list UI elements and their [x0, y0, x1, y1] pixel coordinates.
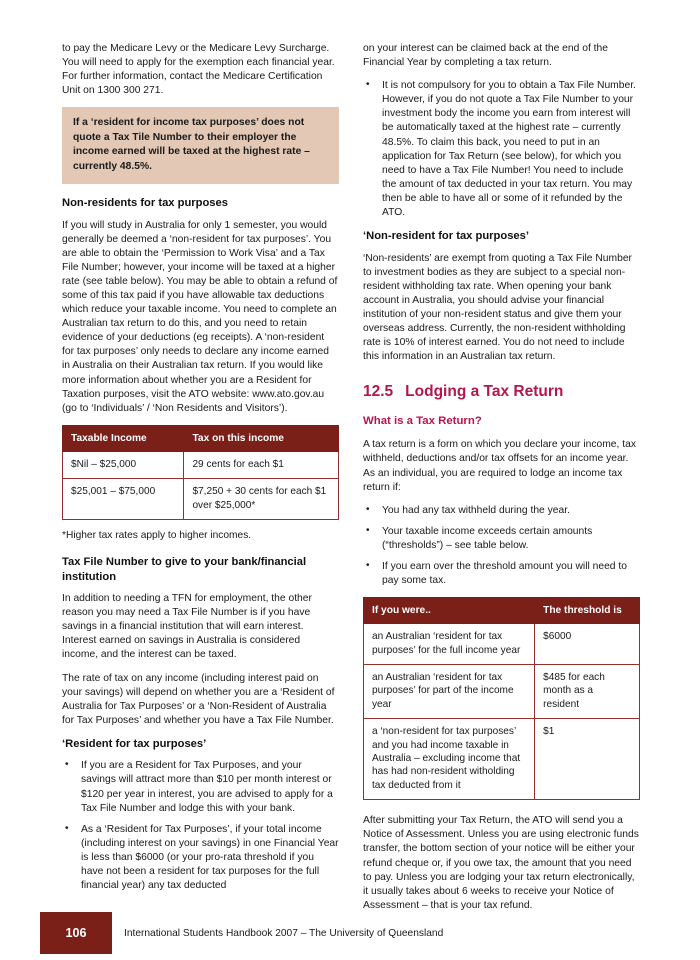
paragraph-rate-of-tax: The rate of tax on any income (including interest paid on your savings) will depend on whether you are a ‘Resident of Australia for Tax Purposes’ or a ‘Non-Resident of Australia for Tax Purposes’ and whether you have a Tax File Number. — [62, 672, 335, 726]
paragraph-non-resident-withholding: ‘Non-residents’ are exempt from quoting a Tax File Number to investment bodies as they are subject to a special non-resident withholding tax rate. When opening your bank account in Australia, you should advise your financial institution of your non-resident status and give them your overseas address. Currently, the non-resident withholding rate is 10% of interest earned. You do not need to include this information in an Australian tax return. — [363, 252, 632, 363]
table-row — [63, 479, 339, 520]
cell-tax-amount: $7,250 + 30 cents for each $1 over $25,000* — [184, 479, 339, 520]
list-lodge-requirements — [363, 504, 640, 588]
column-header-taxable-income: Taxable Income — [63, 425, 184, 451]
list-resident-tax-purposes — [62, 759, 339, 893]
heading-what-is-a-tax-return: What is a Tax Return? — [363, 415, 482, 428]
list-item: • As a ‘Resident for Tax Purposes’, if your total income (including interest on your savings) in one Financial Year is less than $6000 (or your pro-rata threshold if you have not been a resident for tax purposes for the full financial year) any tax deducted — [62, 823, 339, 893]
paragraph-medicare-levy: to pay the Medicare Levy or the Medicare Levy Surcharge. You will need to apply for the exemption each financial year. For further information, contact the Medicare Certification Unit on 1300 300 271. — [62, 43, 335, 97]
section-heading-lodging-tax-return — [363, 382, 640, 401]
cell-income-band: $25,001 – $75,000 — [63, 479, 184, 520]
table-row — [364, 624, 640, 665]
cell-income-band: $Nil – $25,000 — [63, 451, 184, 478]
list-item: • You had any tax withheld during the year. — [363, 504, 640, 518]
column-header-threshold: The threshold is — [535, 598, 640, 624]
table-row — [364, 719, 640, 800]
list-item: • If you earn over the threshold amount you will need to pay some tax. — [363, 560, 640, 588]
column-header-tax-on-income: Tax on this income — [184, 425, 339, 451]
list-tfn-not-compulsory — [363, 79, 640, 220]
table-row — [63, 451, 339, 478]
paragraph-tfn-savings: In addition to needing a TFN for employment, the other reason you may need a Tax File Number is if you have savings in a financial institution that will earn interest. Interest earned on savings in Australia is considered income, and the interest can be taxed. — [62, 593, 312, 661]
heading-non-residents-for-tax-purposes: Non-residents for tax purposes — [62, 197, 228, 209]
table-header-row — [364, 598, 640, 624]
list-item: • If you are a Resident for Tax Purposes, and your savings will attract more than $10 per month interest or $120 per year in interest, you are advised to apply for a Tax File Number and lodge this with your bank. — [62, 759, 339, 815]
table-tax-rates — [62, 425, 339, 520]
heading-non-resident-for-tax-purposes: ‘Non-resident for tax purposes’ — [363, 230, 529, 243]
section-title-text: Lodging a Tax Return — [405, 383, 564, 401]
cell-threshold-value: $485 for each month as a resident — [535, 665, 640, 719]
list-item: • It is not compulsory for you to obtain a Tax File Number. However, if you do not quote a Tax File Number to your investment body the income you earn from interest will be automatically taxed at the highest rate – currently 48.5%. To claim this back, you need to put in an application for Tax Return (see below), for which you need to have a Tax File Number! You need to include the amount of tax deducted in your tax return. You may then be able to have all or some of it refunded by the ATO. — [363, 79, 640, 220]
cell-residency-status: an Australian ‘resident for tax purposes’ for the full income year — [364, 624, 535, 665]
cell-tax-amount: 29 cents for each $1 — [184, 451, 339, 478]
cell-threshold-value: $6000 — [535, 624, 640, 665]
right-column — [363, 42, 640, 922]
callout-box-tfn-warning — [62, 107, 339, 184]
cell-residency-status: an Australian ‘resident for tax purposes’ for part of the income year — [364, 665, 535, 719]
footer-publication-title: International Students Handbook 2007 – The University of Queensland — [124, 927, 444, 939]
list-item: • Your taxable income exceeds certain amounts (“thresholds”) – see table below. — [363, 525, 640, 553]
table-row — [364, 665, 640, 719]
paragraph-non-residents: If you will study in Australia for only 1 semester, you would generally be deemed a ‘non-resident for tax purposes’. You are able to obtain the ‘Permission to Work Visa’ and a Tax File Number; however, your income will be taxed at a higher rate (see table below). You may be able to obtain a refund of some of this tax paid if you have allowable tax deductions which reduce your taxable income. You need to complete an Australian tax return to do this, and you need to retain evidence of your deductions (eg receipts). A ‘non-resident for tax purposes’ only needs to declare any income earned in Australia on their Australian tax return. If you would like more information about whether you are a Resident for Taxation purposes, visit the ATO website: www.ato.gov.au (go to ‘Individuals’ / ‘Non Residents and Visitors’). — [62, 219, 338, 414]
table-header-row — [63, 425, 339, 451]
column-header-if-you-were: If you were.. — [364, 598, 535, 624]
heading-tfn-bank-institution: Tax File Number to give to your bank/financial institution — [62, 556, 307, 583]
paragraph-interest-claimed-back: on your interest can be claimed back at the end of the Financial Year by completing a tax return. — [363, 43, 608, 69]
table-thresholds — [363, 597, 640, 800]
two-column-body — [62, 42, 640, 922]
footer-page-number: 106 — [65, 926, 87, 940]
cell-threshold-value: $1 — [535, 719, 640, 800]
callout-text: If a ‘resident for income tax purposes’ does not quote a Tax Tile Number to their employer the income earned will be taxed at the highest rate – currently 48.5%. — [73, 117, 310, 172]
left-column — [62, 42, 339, 922]
heading-resident-for-tax-purposes: ‘Resident for tax purposes’ — [62, 737, 207, 750]
paragraph-what-is-a-tax-return: A tax return is a form on which you declare your income, tax withheld, deductions and/or tax offsets for an income year. As an individual, you are required to lodge an income tax return if: — [363, 439, 636, 493]
section-number: 12.5 — [363, 383, 394, 401]
cell-residency-status: a ‘non-resident for tax purposes’ and you had income taxable in Australia – excluding income that has had non-resident witholding tax deducted from it — [364, 719, 535, 800]
table-footnote: *Higher tax rates apply to higher incomes. — [62, 530, 252, 542]
paragraph-notice-of-assessment: After submitting your Tax Return, the ATO will send you a Notice of Assessment. Unless you are using electronic funds transfer, the bottom section of your notice will be either your refund cheque or, if you owe tax, the amount that you need to pay. Unless you are lodging your tax return electronically, it usually takes about 6 weeks to receive your Notice of Assessment – that is your tax refund. — [363, 815, 639, 911]
